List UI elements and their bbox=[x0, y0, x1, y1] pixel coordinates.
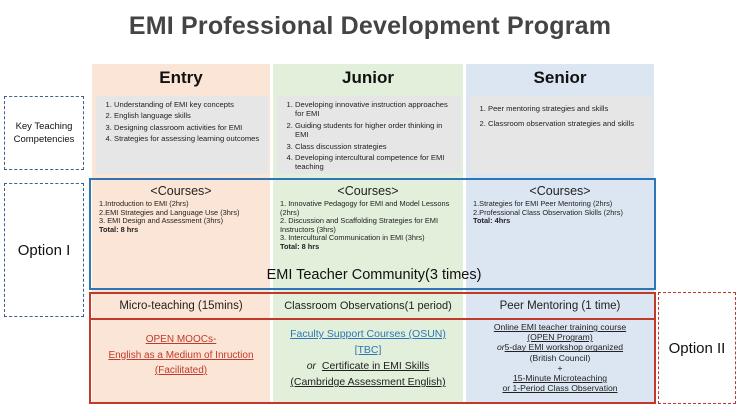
faculty-support-link[interactable]: Faculty Support Courses (OSUN) bbox=[290, 328, 446, 340]
option1-label: Option I bbox=[4, 183, 84, 317]
list-item: 2. Classroom observation strategies and skills bbox=[488, 119, 646, 128]
senior-courses bbox=[468, 181, 652, 261]
senior-header: Senior bbox=[533, 68, 587, 87]
list-item: 2. English language skills bbox=[114, 111, 262, 120]
workshop-line bbox=[466, 342, 654, 352]
plus-sign: + bbox=[557, 362, 563, 373]
list-item: 3. Designing classroom activities for EMI bbox=[114, 123, 262, 132]
courses-heading: <Courses> bbox=[529, 184, 591, 198]
course-total: Total: 8 hrs bbox=[99, 224, 139, 234]
list-item: 4. Strategies for assessing learning outcomes bbox=[114, 134, 262, 143]
course-total: Total: 4hrs bbox=[473, 216, 511, 226]
course-item: 3. Intercultural Communication in EMI (3hrs) bbox=[280, 233, 425, 243]
mooc-link[interactable]: OPEN MOOCs- bbox=[145, 334, 217, 345]
list-item: 1. Developing innovative instruction approaches for EMI bbox=[295, 100, 455, 119]
or-word: or bbox=[496, 342, 505, 353]
list-item: 2. Guiding students for higher order thinking in EMI bbox=[295, 121, 455, 140]
workshop-link[interactable]: 5-day EMI workshop organized bbox=[504, 342, 624, 353]
cambridge-link[interactable]: (Cambridge Assessment English) bbox=[290, 376, 446, 388]
list-item: 3. Class discussion strategies bbox=[295, 142, 455, 151]
page-title: EMI Professional Development Program bbox=[128, 12, 612, 40]
microteaching-link[interactable]: 15-Minute Microteaching bbox=[512, 373, 608, 384]
entry-courses bbox=[94, 181, 268, 261]
certificate-line bbox=[273, 358, 463, 374]
course-total: Total: 8 hrs bbox=[280, 241, 320, 251]
mooc-link[interactable]: English as a Medium of Inruction bbox=[108, 349, 254, 361]
course-item: 1. Innovative Pedagogy for EMI and Model Lessons (2hrs) bbox=[280, 199, 450, 217]
senior-option2 bbox=[466, 320, 654, 400]
classroom-observations: Classroom Observations(1 period) bbox=[284, 300, 452, 312]
list-item: 4. Developing intercultural competence for EMI teaching bbox=[295, 153, 455, 172]
senior-competencies bbox=[470, 96, 652, 174]
british-council: (British Council) bbox=[529, 352, 591, 363]
online-course-link[interactable]: (OPEN Program) bbox=[527, 332, 593, 343]
entry-competencies bbox=[96, 96, 268, 174]
course-item: 2.EMI Strategies and Language Use (3hrs) bbox=[99, 207, 240, 217]
course-item: 2.Professional Class Observation Skills (2hrs) bbox=[473, 207, 623, 217]
key-teaching-label: Key Teaching Competencies bbox=[4, 96, 84, 170]
junior-header: Junior bbox=[342, 68, 394, 87]
course-item: 1.Introduction to EMI (2hrs) bbox=[99, 199, 189, 208]
course-item: 3. EMI Design and Assessment (3hrs) bbox=[99, 216, 224, 226]
online-course-link[interactable]: Online EMI teacher training course bbox=[493, 322, 627, 332]
junior-option2 bbox=[273, 320, 463, 400]
mooc-link[interactable]: (Facilitated) bbox=[154, 365, 208, 376]
certificate-link[interactable]: Certificate in EMI Skills bbox=[321, 360, 430, 372]
course-item: 1.Strategies for EMI Peer Mentoring (2hrs) bbox=[473, 199, 613, 208]
entry-header: Entry bbox=[159, 68, 203, 87]
teacher-community-band: EMI Teacher Community(3 times) bbox=[266, 267, 482, 283]
course-item: 2. Discussion and Scaffolding Strategies for EMI Instructors (3hrs) bbox=[280, 216, 439, 234]
faculty-support-link[interactable]: [TBC] bbox=[354, 344, 382, 356]
courses-heading: <Courses> bbox=[337, 184, 399, 198]
micro-teaching: Micro-teaching (15mins) bbox=[119, 300, 243, 312]
option2-label: Option II bbox=[658, 292, 736, 404]
or-word: or bbox=[306, 360, 317, 372]
list-item: 1. Peer mentoring strategies and skills bbox=[488, 104, 646, 113]
courses-heading: <Courses> bbox=[150, 184, 212, 198]
observation-link[interactable]: or 1-Period Class Observation bbox=[502, 383, 618, 394]
list-item: 1. Understanding of EMI key concepts bbox=[114, 100, 262, 109]
junior-competencies bbox=[277, 96, 461, 174]
entry-option2 bbox=[92, 320, 270, 400]
peer-mentoring: Peer Mentoring (1 time) bbox=[499, 300, 621, 312]
junior-courses bbox=[275, 181, 461, 261]
